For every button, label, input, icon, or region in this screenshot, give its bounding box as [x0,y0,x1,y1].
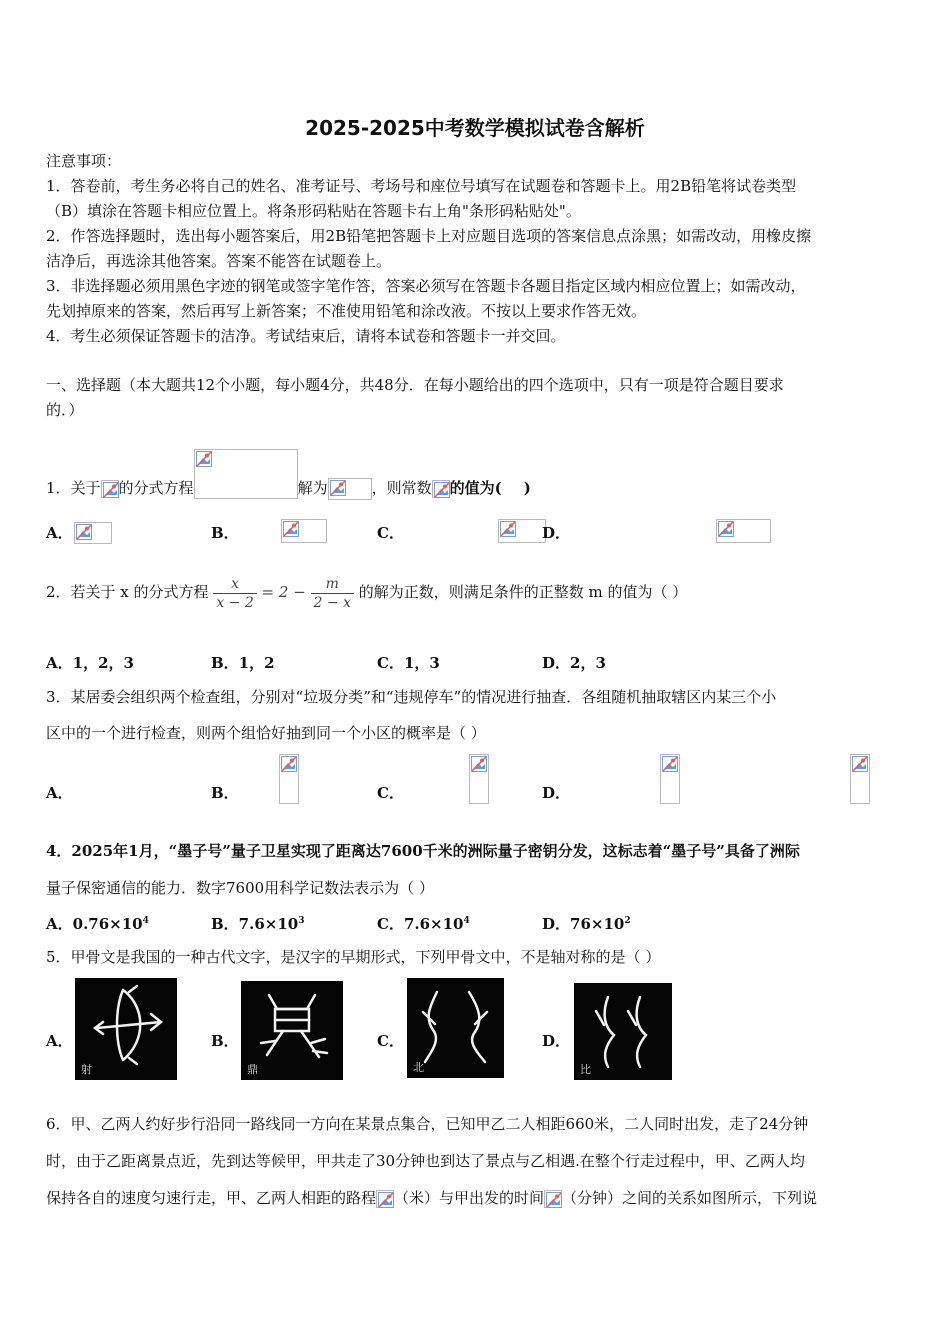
q2-option-a: A．1，2，3 [46,654,134,672]
q5-option-d-label: D． [542,1032,571,1050]
note-1a: 1．答卷前，考生务必将自己的姓名、准考证号、考场号和座位号填写在试题卷和答题卡上。用2B铅笔将试卷类型 [46,177,797,195]
note-1b: （B）填涂在答题卡相应位置上。将条形码粘贴在答题卡右上角"条形码粘贴处"。 [46,202,581,220]
q6-part3: （分钟）之间的关系如图所示，下列说 [562,1189,818,1207]
q2-frac2-num: m [311,575,354,594]
broken-image-icon [101,480,119,498]
q2-fraction-right [311,575,354,612]
q4-option-c [377,913,470,934]
q6-stem-b: 时，由于乙距离景点近，先到达等候甲，甲共走了30分钟也到达了景点与乙相遇.在整个行走过程中，甲、乙两人均 [46,1152,805,1170]
note-4: 4．考生必须保证答题卡的洁净。考试结束后，请将本试卷和答题卡一并交回。 [46,327,566,345]
q3-option-b-label: B． [211,784,239,802]
q6-part2: （米）与甲出发的时间 [394,1189,545,1207]
q3-option-c-label: C． [377,784,404,802]
q4-option-d-base: D．76×10 [542,915,625,933]
q1-stem [46,449,531,500]
notes-heading: 注意事项： [46,152,122,170]
q5-option-c-label: C． [377,1032,404,1050]
note-2b: 洁净后，再选涂其他答案。答案不能答在试题卷上。 [46,252,392,270]
q6-stem-a: 6．甲、乙两人约好步行沿同一路线同一方向在某景点集合，已知甲乙二人相距660米，二人同时出发，走了24分钟 [46,1115,809,1133]
q1-option-d-label: D． [542,524,571,542]
broken-image-icon [376,1190,394,1208]
broken-image-icon [281,519,327,543]
q5-option-a-label: A． [46,1032,73,1050]
broken-image-icon [432,480,450,498]
q4-stem-b: 量子保密通信的能力．数字7600用科学记数法表示为（ ） [46,879,434,897]
broken-image-icon [544,1190,562,1208]
section-heading-b: 的．） [46,401,84,419]
q1-part3: 解为 [297,479,328,497]
broken-image-icon [279,754,299,804]
q4-option-b [211,913,304,934]
q2-part1: 2．若关于 x 的分式方程 [46,583,209,601]
note-3a: 3．非选择题必须用黑色字迹的钢笔或签字笔作答，答案必须写在答题卡各题目指定区域内相应位置上；如需改动， [46,277,806,295]
q2-equals: = 2 − [261,583,306,601]
broken-image-icon [850,754,870,804]
q6-stem-c [46,1187,817,1209]
broken-image-icon [194,449,298,499]
oracle-glyph-bi-image [574,983,672,1080]
broken-image-icon [74,522,112,544]
q6-part1: 保持各自的速度匀速行走，甲、乙两人相距的路程 [46,1189,377,1207]
q2-option-c: C．1，3 [377,654,440,672]
page-title: 2025-2025中考数学模拟试卷含解析 [305,116,645,140]
q2-option-b: B．1，2 [211,654,275,672]
q5-caption-d: 比 [580,1063,591,1076]
oracle-glyph-ding-image [241,981,343,1080]
broken-image-icon [469,754,489,804]
broken-image-icon [716,519,771,543]
q1-option-c-label: C． [377,524,404,542]
q4-option-a-base: A．0.76×10 [46,915,143,933]
q3-stem-a: 3．某居委会组织两个检查组，分别对“垃圾分类”和“违规停车”的情况进行抽查．各组随机抽取辖区内某三个小 [46,688,777,706]
q4-option-a-exp: 4 [142,916,149,926]
q5-option-b-label: B． [211,1032,239,1050]
q2-part2: 的解为正数，则满足条件的正整数 m 的值为（ ） [358,583,688,601]
q3-stem-b: 区中的一个进行检查，则两个组恰好抽到同一个小区的概率是（ ） [46,724,486,742]
q1-option-b-label: B． [211,524,239,542]
q3-option-d-label: D． [542,784,571,802]
oracle-glyph-bei-image [407,978,504,1078]
q1-part2: 的分式方程 [118,479,194,497]
q1-part1: 1．关于 [46,479,101,497]
q4-option-c-exp: 4 [463,916,470,926]
q1-option-a-label: A． [46,524,73,542]
q4-option-b-base: B．7.6×10 [211,915,299,933]
q2-frac2-den: 2 − x [313,594,351,611]
q1-part5: 的值为( [449,479,502,497]
broken-image-icon [660,754,680,804]
q4-option-a [46,913,149,934]
q1-part4: ，则常数 [371,479,432,497]
q2-stem [46,571,687,613]
section-heading-a: 一、选择题（本大题共12个小题，每小题4分，共48分．在每小题给出的四个选项中，只有一项是符合题目要求 [46,376,784,394]
note-2a: 2．作答选择题时，选出每小题答案后，用2B铅笔把答题卡上对应题目选项的答案信息点涂黑；如需改动，用橡皮擦 [46,227,812,245]
q4-option-d [542,913,631,934]
broken-image-icon [328,478,372,500]
q1-part6: ) [523,479,531,497]
q3-option-a-label: A． [46,784,73,802]
q5-caption-b: 鼎 [247,1063,258,1076]
q2-option-d: D．2，3 [542,654,606,672]
broken-image-icon [498,519,546,543]
oracle-glyph-she-image [75,978,177,1080]
q4-option-d-exp: 2 [624,916,631,926]
q2-frac1-num: x [213,575,256,594]
q5-caption-c: 北 [413,1061,424,1074]
q4-option-b-exp: 3 [298,916,305,926]
q4-option-c-base: C．7.6×10 [377,915,464,933]
q4-stem-a: 4．2025年1月，“墨子号”量子卫星实现了距离达7600千米的洲际量子密钥分发，这标志着“墨子号”具备了洲际 [46,842,800,860]
note-3b: 先划掉原来的答案，然后再写上新答案；不准使用铅笔和涂改液。不按以上要求作答无效。 [46,302,647,320]
q5-caption-a: 射 [81,1063,92,1076]
q2-fraction-left [213,575,256,612]
q5-stem: 5．甲骨文是我国的一种古代文字，是汉字的早期形式，下列甲骨文中，不是轴对称的是（ ） [46,948,661,966]
q2-frac1-den: x − 2 [216,594,254,611]
